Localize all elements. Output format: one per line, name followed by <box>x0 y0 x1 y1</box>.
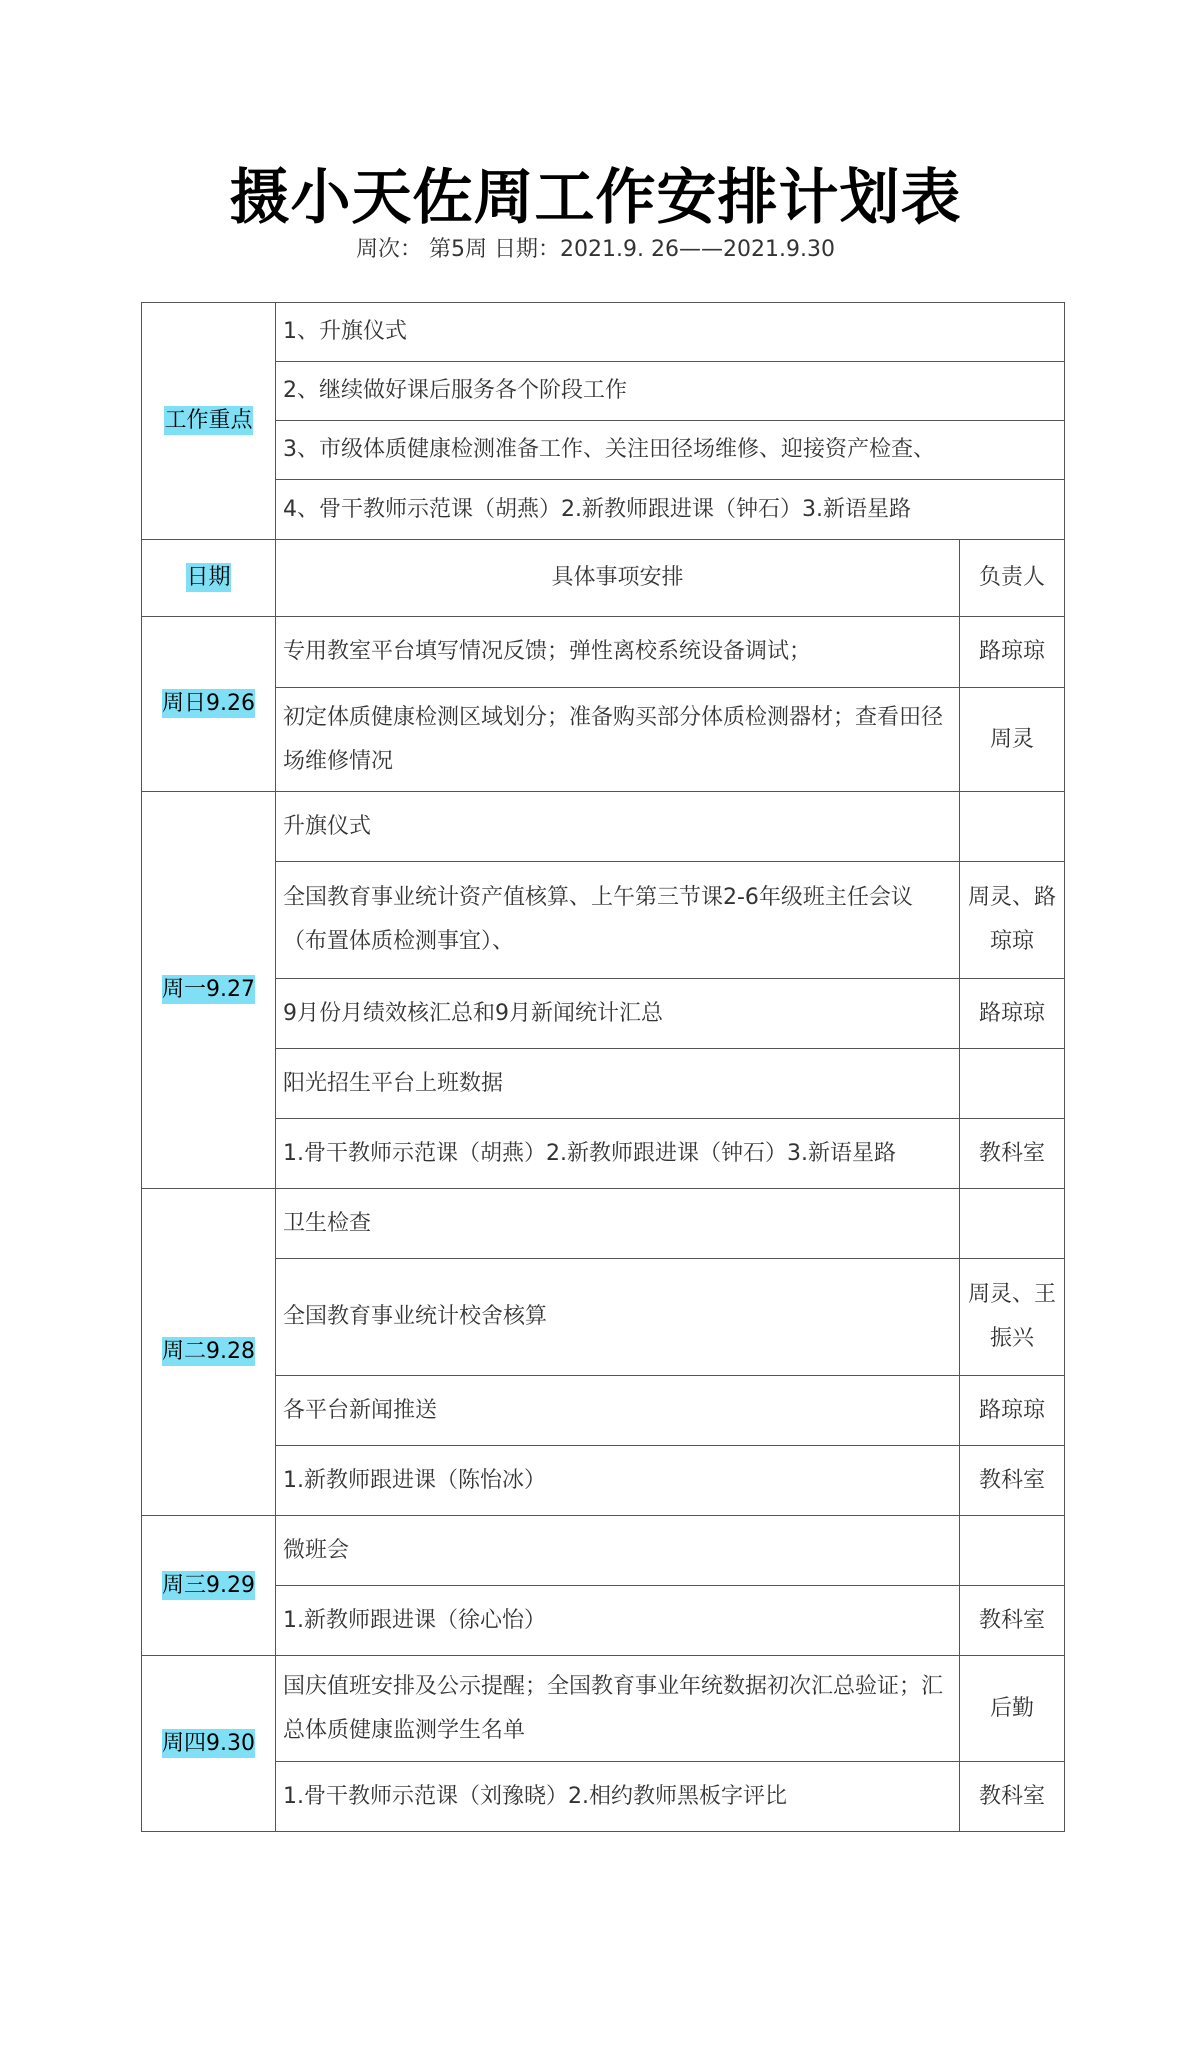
focus-item: 1、升旗仪式 <box>276 303 1065 362</box>
table-row <box>142 792 1065 862</box>
task-cell: 初定体质健康检测区域划分；准备购买部分体质检测器材；查看田径场维修情况 <box>276 688 960 792</box>
table-row <box>142 1259 1065 1376</box>
table-row <box>142 979 1065 1049</box>
person-cell <box>960 1049 1065 1119</box>
day-label: 周日9.26 <box>162 691 255 716</box>
focus-item: 3、市级体质健康检测准备工作、关注田径场维修、迎接资产检查、 <box>276 421 1065 480</box>
person-cell: 周灵、路琼琼 <box>960 862 1065 979</box>
day-label: 周二9.28 <box>162 1339 255 1364</box>
task-cell: 升旗仪式 <box>276 792 960 862</box>
focus-row <box>142 362 1065 421</box>
day-label: 周四9.30 <box>162 1730 255 1756</box>
task-cell: 国庆值班安排及公示提醒；全国教育事业年统数据初次汇总验证；汇总体质健康监测学生名单 <box>276 1656 960 1762</box>
header-items: 具体事项安排 <box>276 540 960 617</box>
focus-row <box>142 480 1065 540</box>
person-cell: 周灵 <box>960 688 1065 792</box>
header-date-cell <box>142 540 276 617</box>
person-cell: 路琼琼 <box>960 979 1065 1049</box>
day-label-cell <box>142 1656 276 1832</box>
task-cell: 1.骨干教师示范课（胡燕）2.新教师跟进课（钟石）3.新语星路 <box>276 1119 960 1189</box>
person-cell: 路琼琼 <box>960 617 1065 688</box>
task-cell: 各平台新闻推送 <box>276 1376 960 1446</box>
table-row <box>142 1762 1065 1832</box>
table-row <box>142 688 1065 792</box>
day-label-cell <box>142 617 276 792</box>
table-header-row <box>142 540 1065 617</box>
week-date-subtitle: 周次： 第5周 日期：2021.9. 26——2021.9.30 <box>356 237 835 262</box>
person-cell <box>960 1189 1065 1259</box>
person-cell: 后勤 <box>960 1656 1065 1762</box>
person-cell: 教科室 <box>960 1446 1065 1516</box>
table-row <box>142 617 1065 688</box>
table-row <box>142 1049 1065 1119</box>
page-title: 摄小天佐周工作安排计划表 <box>229 163 962 233</box>
focus-item: 2、继续做好课后服务各个阶段工作 <box>276 362 1065 421</box>
day-label-cell <box>142 792 276 1189</box>
focus-row <box>142 303 1065 362</box>
table-row <box>142 1376 1065 1446</box>
day-label: 周一9.27 <box>162 977 255 1002</box>
day-label-cell <box>142 1189 276 1516</box>
table-row <box>142 862 1065 979</box>
task-cell: 全国教育事业统计资产值核算、上午第三节课2-6年级班主任会议（布置体质检测事宜）、 <box>276 862 960 979</box>
task-cell: 全国教育事业统计校舍核算 <box>276 1259 960 1376</box>
header-person: 负责人 <box>960 540 1065 617</box>
task-cell: 阳光招生平台上班数据 <box>276 1049 960 1119</box>
person-cell <box>960 1516 1065 1586</box>
table-row <box>142 1446 1065 1516</box>
table-row <box>142 1119 1065 1189</box>
focus-label-cell <box>142 303 276 540</box>
table-row <box>142 1516 1065 1586</box>
person-cell <box>960 792 1065 862</box>
focus-row <box>142 421 1065 480</box>
plan-table <box>141 302 1065 1832</box>
header-date: 日期 <box>186 565 231 590</box>
table-row <box>142 1586 1065 1656</box>
person-cell: 路琼琼 <box>960 1376 1065 1446</box>
person-cell: 教科室 <box>960 1586 1065 1656</box>
day-label-cell <box>142 1516 276 1656</box>
task-cell: 卫生检查 <box>276 1189 960 1259</box>
table-row <box>142 1656 1065 1762</box>
task-cell: 微班会 <box>276 1516 960 1586</box>
task-cell: 9月份月绩效核汇总和9月新闻统计汇总 <box>276 979 960 1049</box>
focus-label: 工作重点 <box>164 408 253 433</box>
task-cell: 1.新教师跟进课（陈怡冰） <box>276 1446 960 1516</box>
person-cell: 周灵、王振兴 <box>960 1259 1065 1376</box>
person-cell: 教科室 <box>960 1762 1065 1832</box>
day-label: 周三9.29 <box>162 1572 255 1598</box>
table-row <box>142 1189 1065 1259</box>
focus-item: 4、骨干教师示范课（胡燕）2.新教师跟进课（钟石）3.新语星路 <box>276 480 1065 540</box>
task-cell: 专用教室平台填写情况反馈；弹性离校系统设备调试； <box>276 617 960 688</box>
task-cell: 1.骨干教师示范课（刘豫晓）2.相约教师黑板字评比 <box>276 1762 960 1832</box>
person-cell: 教科室 <box>960 1119 1065 1189</box>
task-cell: 1.新教师跟进课（徐心怡） <box>276 1586 960 1656</box>
